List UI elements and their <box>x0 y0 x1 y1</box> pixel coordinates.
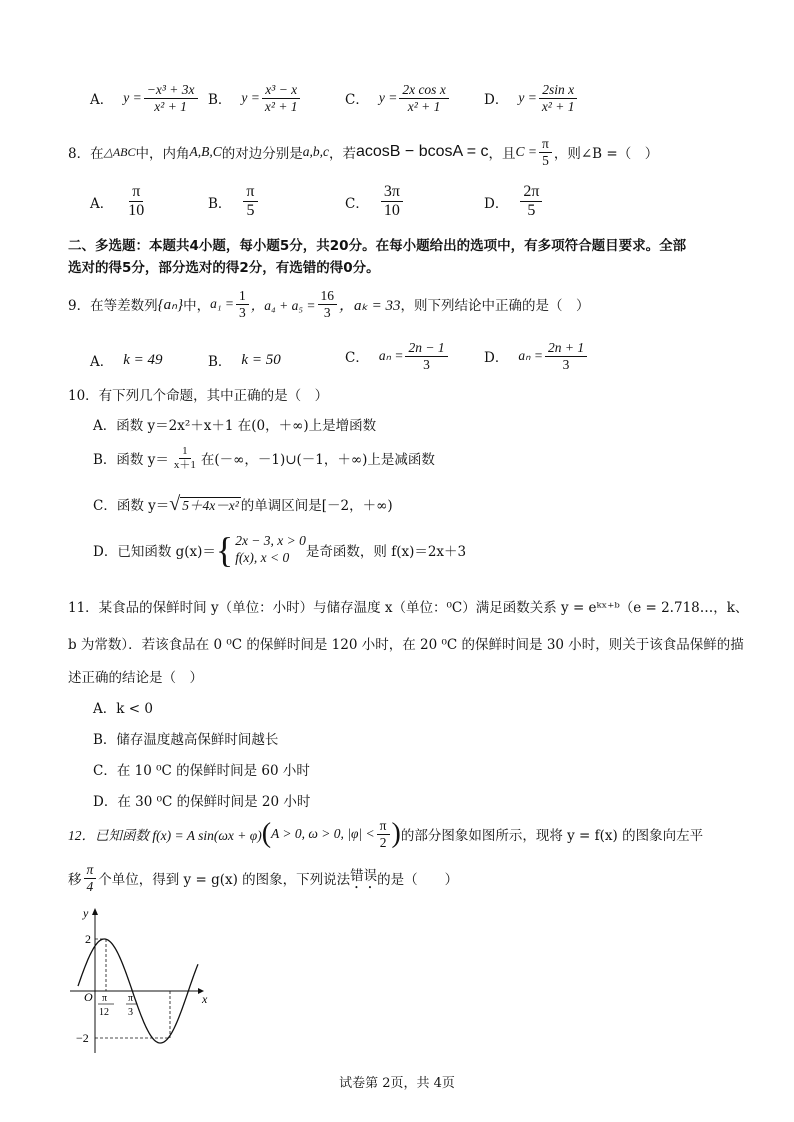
q11-option-b[interactable]: B．储存温度越高保鲜时间越长 <box>93 732 279 748</box>
q7-option-d[interactable]: D． y = $\frac{\text{2sin x}}{\text{x² + 1}}$ <box>484 82 579 114</box>
section-heading-line1: 二、多选题：本题共4小题，每小题5分，共20分。在每小题给出的选项中，有多项符合题目要求。全部 <box>68 238 687 254</box>
q7-option-c[interactable]: C． y = $\frac{\text{2x cos x}}{\text{x² + 1}}$ <box>345 82 451 114</box>
q9-option-a[interactable]: A． k = 49 <box>90 351 163 370</box>
y-axis-label: y <box>83 906 89 920</box>
q10-option-a[interactable]: A．函数 y＝2x²＋x＋1 在(0，＋∞)上是增函数 <box>93 418 377 434</box>
tick1-den: 12 <box>99 1007 109 1018</box>
q7-a-fraction: $\frac{\text{−x³ + 3x}}{\text{x² + 1}}$ <box>144 82 198 114</box>
q9-stem: 9．在等差数列 {aₙ} 中， a₁ = $\frac{1}{3}$ ，a₄ + a₅ = $\frac{16}{3}$ ，aₖ = 33 ，则下列结论中正确的是（ ） <box>68 288 590 320</box>
q8-stem: 8．在 △ABC 中，内角 A,B,C 的对边分别是 a,b,c ，若 acosB − bcosA = c ，且 C = $\frac{\pi}{5}$ ，则∠B =（ ） <box>68 136 659 168</box>
section-heading-line2: 选对的得5分，部分选对的得2分，有选错的得0分。 <box>68 260 380 276</box>
q12-line1: 12．已知函数 f(x) = A sin(ωx + φ) ( A > 0, ω > 0, |φ| < $\frac{\pi}{2}$ ) 的部分图象如图所示，现将 y = f(x) 的图象向左平 <box>68 818 704 850</box>
q10-option-d[interactable]: D．已知函数 g(x)＝ { 2x − 3, x > 0 f(x), x < 0 是奇函数，则 f(x)＝2x＋3 <box>93 530 467 570</box>
q8-option-c[interactable]: C． $\frac{3\pi}{10}$ <box>345 183 405 221</box>
q12-line2: 移 $\frac{\pi}{4}$ 个单位，得到 y = g(x) 的图象，下列说法 错误 的是（ ） <box>68 862 459 894</box>
tick1-num: π <box>102 993 108 1004</box>
q10-option-b[interactable]: B．函数 y＝ $\frac{1}{x+1}$ 在(－∞，－1)∪(－1，＋∞)上是减函数 <box>93 445 435 471</box>
q8-c-fraction: $\frac{\pi}{5}$ <box>539 136 552 168</box>
q7-d-fraction: $\frac{\text{2sin x}}{\text{x² + 1}}$ <box>539 82 578 114</box>
q11-line2: b 为常数）．若该食品在 0 ⁰C 的保鲜时间是 120 小时，在 20 ⁰C 的保鲜时间是 30 小时，则关于该食品保鲜的描 <box>68 637 744 653</box>
q9-option-b[interactable]: B． k = 50 <box>208 351 281 370</box>
q9-option-d[interactable]: D． aₙ = $\frac{2n + 1}{3}$ <box>484 340 589 372</box>
q11-option-d[interactable]: D．在 30 ⁰C 的保鲜时间是 20 小时 <box>93 794 311 810</box>
origin-label: O <box>84 990 93 1004</box>
piecewise-function: { 2x − 3, x > 0 f(x), x < 0 <box>215 530 306 570</box>
tick2-den: 3 <box>128 1007 133 1018</box>
tick2-num: π <box>128 993 134 1004</box>
q10-option-c[interactable]: C．函数 y＝ √ 5＋4x－x² 的单调区间是[－2，＋∞) <box>93 493 393 515</box>
y-min-label: −2 <box>76 1031 89 1045</box>
q7-option-a[interactable]: A． y = $\frac{\text{−x³ + 3x}}{\text{x² + 1}}$ <box>90 82 200 114</box>
q11-option-c[interactable]: C．在 10 ⁰C 的保鲜时间是 60 小时 <box>93 763 310 779</box>
q7-b-fraction: $\frac{\text{x³ − x}}{\text{x² + 1}}$ <box>262 82 301 114</box>
q10-stem: 10．有下列几个命题，其中正确的是（ ） <box>68 388 329 404</box>
q8-option-a[interactable]: A． $\frac{\pi}{10}$ <box>90 183 145 220</box>
q8-option-d[interactable]: D． $\frac{2\pi}{5}$ <box>484 183 544 221</box>
y-axis-arrow <box>92 908 98 915</box>
page-footer: 试卷第 2页，共 4页 <box>339 1076 455 1091</box>
q11-line3: 述正确的结论是（ ） <box>68 670 203 686</box>
sine-graph <box>70 905 210 1055</box>
q7-c-fraction: $\frac{\text{2x cos x}}{\text{x² + 1}}$ <box>399 82 448 114</box>
q11-option-a[interactable]: A．k < 0 <box>93 701 153 717</box>
q7-option-b[interactable]: B． y = $\frac{\text{x³ − x}}{\text{x² + 1}}$ <box>208 82 303 114</box>
y-max-label: 2 <box>85 932 91 946</box>
q11-line1: 11．某食品的保鲜时间 y（单位：小时）与储存温度 x（单位：⁰C）满足函数关系 y = eᵏˣ⁺ᵇ（e = 2.718…，k、 <box>68 600 749 616</box>
sqrt-expression: √ 5＋4x－x² <box>169 493 239 515</box>
x-axis-label: x <box>202 992 208 1006</box>
q8-option-b[interactable]: B． $\frac{\pi}{5}$ <box>208 183 260 221</box>
q9-option-c[interactable]: C． aₙ = $\frac{2n - 1}{3}$ <box>345 340 450 372</box>
